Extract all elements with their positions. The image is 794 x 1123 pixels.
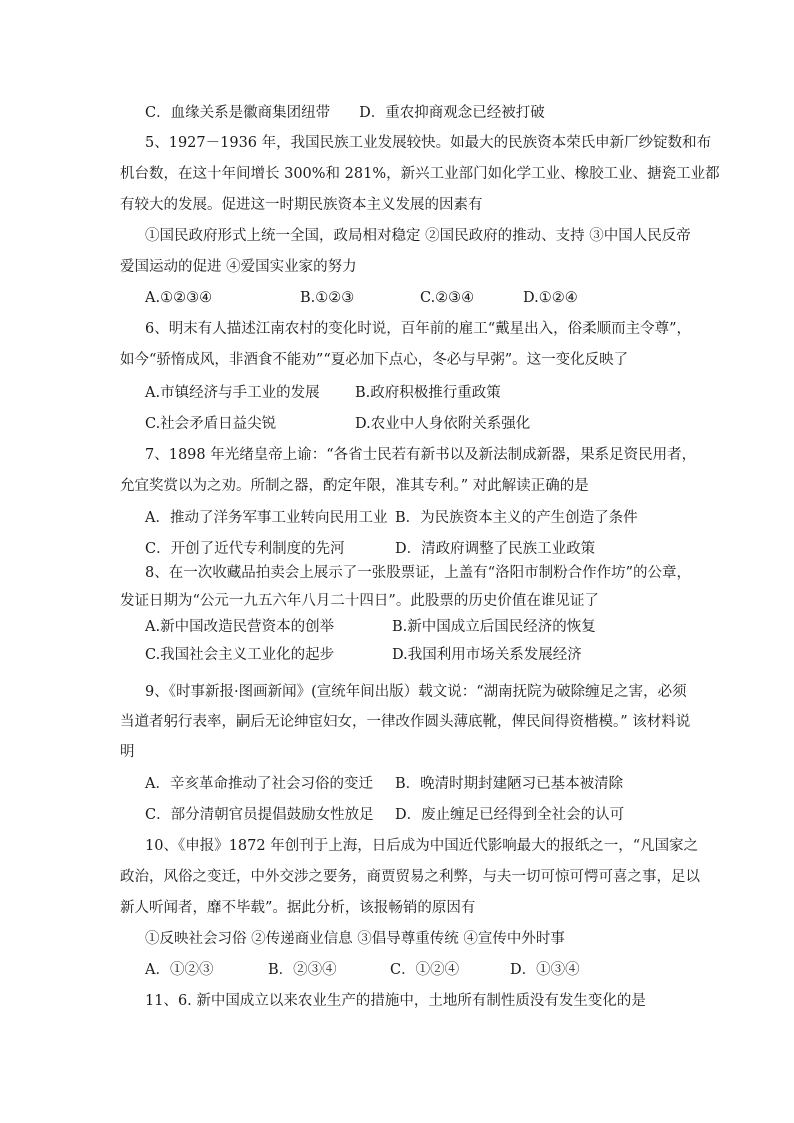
q5-option-d: D.①②④ [523,290,578,306]
q9-option-c: C．部分清朝官员提倡鼓励女性放足 [145,807,374,823]
q10-stem-line3: 新人听闻者，靡不毕载”。据此分析，该报畅销的原因有 [120,900,476,916]
q7-option-c: C．开创了近代专利制度的先河 [145,541,345,557]
q8-stem-line2: 发证日期为“公元一九五六年八月二十四日”。此股票的历史价值在谁见证了 [120,593,599,609]
q9-option-d: D．废止缠足已经得到全社会的认可 [395,807,625,823]
q10-option-c: C．①②④ [390,962,460,978]
q10-items: ①反映社会习俗 ②传递商业信息 ③倡导尊重传统 ④宣传中外时事 [145,931,565,947]
q10-stem-line1: 10、《申报》1872 年创刊于上海，日后成为中国近代影响最大的报纸之一，“凡国家之 [145,838,699,854]
q6-option-a: A.市镇经济与手工业的发展 [145,385,320,401]
q5-items-line1: ①国民政府形式上统一全国，政局相对稳定 ②国民政府的推动、支持 ③中国人民反帝 [145,228,691,244]
q9-stem-line2: 当道者躬行表率，嗣后无论绅宦妇女，一律改作圆头薄底靴，俾民间得资楷模。” 该材料说 [120,714,691,730]
q10-option-b: B．②③④ [268,962,337,978]
q10-option-a: A．①②③ [145,962,214,978]
q8-option-d: D.我国利用市场关系发展经济 [392,647,582,663]
q9-stem-line3: 明 [120,744,135,760]
q5-option-c: C.②③④ [420,290,475,306]
q11-stem-line1: 11、6. 新中国成立以来农业生产的措施中，土地所有制性质没有发生变化的是 [145,993,646,1009]
q6-option-d: D.农业中人身依附关系强化 [355,416,531,432]
q10-stem-line2: 政治，风俗之变迁，中外交涉之要务，商贾贸易之利弊，与夫一切可惊可愕可喜之事，足以 [120,869,700,885]
q5-stem-line3: 有较大的发展。促进这一时期民族资本主义发展的因素有 [120,197,483,213]
q8-stem-line1: 8、在一次收藏品拍卖会上展示了一张股票证，上盖有“洛阳市制粉合作作坊”的公章， [145,565,692,581]
q7-option-b: B．为民族资本主义的产生创造了条件 [395,510,638,526]
q9-option-b: B．晚清时期封建陋习已基本被清除 [395,776,624,792]
q4-options-cd: C．血缘关系是徽商集团纽带 D．重农抑商观念已经被打破 [145,105,545,121]
q10-option-d: D．①③④ [510,962,580,978]
q9-stem-line1: 9、《时事新报·图画新闻》(宣统年间出版）载文说：“湖南抚院为破除缠足之害，必须 [145,684,687,700]
q5-stem-line1: 5、1927－1936 年，我国民族工业发展较快。如最大的民族资本荣氏申新厂纱锭数和布 [145,135,712,151]
q7-option-a: A．推动了洋务军事工业转向民用工业 [145,510,388,526]
q6-option-b: B.政府积极推行重政策 [355,385,501,401]
q6-stem-line1: 6、明末有人描述江南农村的变化时说，百年前的雇工“戴星出入，俗柔顺而主令尊”， [145,321,692,337]
q6-option-c: C.社会矛盾日益尖锐 [145,416,277,432]
q5-items-line2: 爱国运动的促进 ④爱国实业家的努力 [120,259,357,275]
q5-option-a: A.①②③④ [145,290,213,306]
q7-stem-line2: 允宜奖赏以为之劝。所制之器，酌定年限，准其专利。” 对此解读正确的是 [120,478,589,494]
q6-stem-line2: 如今“骄惰成风，非酒食不能劝”“夏必加下点心，冬必与早粥”。这一变化反映了 [120,352,629,368]
q5-option-b: B.①②③ [300,290,355,306]
q8-option-a: A.新中国改造民营资本的创举 [145,619,335,635]
q7-option-d: D．清政府调整了民族工业政策 [395,541,596,557]
q7-stem-line1: 7、1898 年光绪皇帝上谕：“各省士民若有新书以及新法制成新器，果系足资民用者， [145,447,697,463]
q9-option-a: A．辛亥革命推动了社会习俗的变迁 [145,776,373,792]
q8-option-b: B.新中国成立后国民经济的恢复 [392,619,596,635]
q8-option-c: C.我国社会主义工业化的起步 [145,647,335,663]
q5-stem-line2: 机台数，在这十年间增长 300%和 281%，新兴工业部门如化学工业、橡胶工业、搪瓷工业都 [120,166,720,182]
